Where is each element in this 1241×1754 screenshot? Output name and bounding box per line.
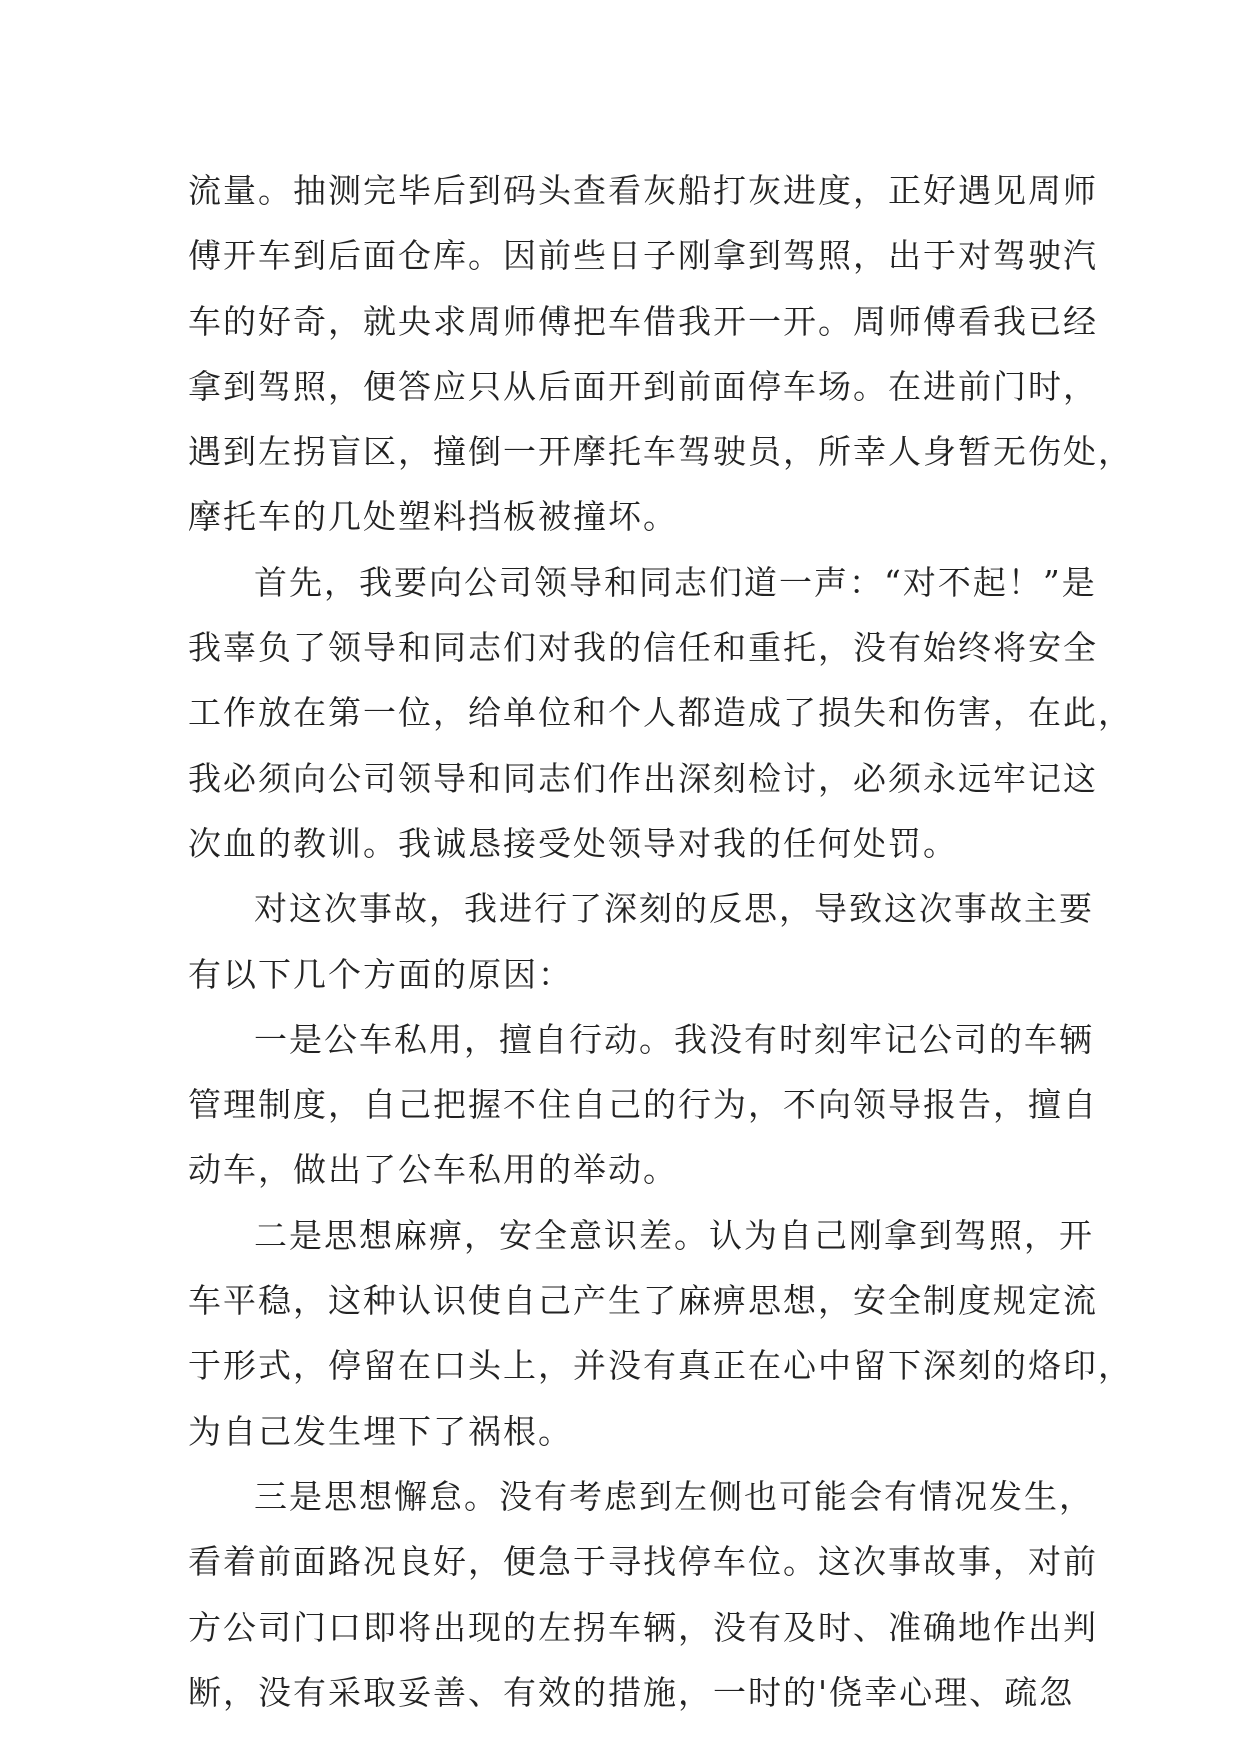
- text-line: 有以下几个方面的原因：: [188, 954, 573, 994]
- text-line: 动车，做出了公车私用的举动。: [188, 1150, 678, 1190]
- paragraph-incident-description: [188, 158, 1133, 550]
- text-line: 我辜负了领导和同志们对我的信任和重托，没有始终将安全: [188, 628, 1098, 668]
- text-line: 遇到左拐盲区，撞倒一开摩托车驾驶员，所幸人身暂无伤处，: [188, 432, 1133, 472]
- paragraph-reason-three: [188, 1464, 1098, 1725]
- document-body: [188, 158, 1133, 1725]
- text-line: 看着前面路况良好，便急于寻找停车位。这次事故事，对前: [188, 1542, 1098, 1582]
- text-line: 傅开车到后面仓库。因前些日子刚拿到驾照，出于对驾驶汽: [188, 236, 1098, 276]
- text-line: 于形式，停留在口头上，并没有真正在心中留下深刻的烙印，: [188, 1346, 1133, 1386]
- text-line: 方公司门口即将出现的左拐车辆，没有及时、准确地作出判: [188, 1607, 1098, 1647]
- paragraph-reflection-intro: [188, 876, 1094, 1007]
- text-line: 车平稳，这种认识使自己产生了麻痹思想，安全制度规定流: [188, 1281, 1098, 1321]
- text-line: 一是公车私用，擅自行动。我没有时刻牢记公司的车辆: [254, 1019, 1094, 1059]
- paragraph-apology: [188, 550, 1133, 876]
- text-line: 车的好奇，就央求周师傅把车借我开一开。周师傅看我已经: [188, 301, 1098, 341]
- text-line: 拿到驾照，便答应只从后面开到前面停车场。在进前门时，: [188, 366, 1098, 406]
- text-line: 我必须向公司领导和同志们作出深刻检讨，必须永远牢记这: [188, 758, 1098, 798]
- text-line: 流量。抽测完毕后到码头查看灰船打灰进度，正好遇见周师: [188, 171, 1098, 210]
- text-line: 工作放在第一位，给单位和个人都造成了损失和伤害，在此，: [188, 693, 1133, 733]
- paragraph-reason-one: [188, 1007, 1098, 1203]
- text-line: 断，没有采取妥善、有效的措施，一时的'侥幸心理、疏忽: [188, 1672, 1075, 1712]
- paragraph-reason-two: [188, 1203, 1133, 1464]
- text-line: 三是思想懈怠。没有考虑到左侧也可能会有情况发生，: [254, 1476, 1094, 1516]
- text-line: 摩托车的几处塑料挡板被撞坏。: [188, 497, 678, 537]
- text-line: 二是思想麻痹，安全意识差。认为自己刚拿到驾照，开: [254, 1215, 1094, 1255]
- text-line: 为自己发生埋下了祸根。: [188, 1411, 573, 1451]
- text-line: 首先，我要向公司领导和同志们道一声：“对不起！”是: [254, 562, 1097, 602]
- text-line: 对这次事故，我进行了深刻的反思，导致这次事故主要: [254, 889, 1094, 929]
- text-line: 管理制度，自己把握不住自己的行为，不向领导报告，擅自: [188, 1085, 1098, 1125]
- text-line: 次血的教训。我诚恳接受处领导对我的任何处罚。: [188, 823, 958, 863]
